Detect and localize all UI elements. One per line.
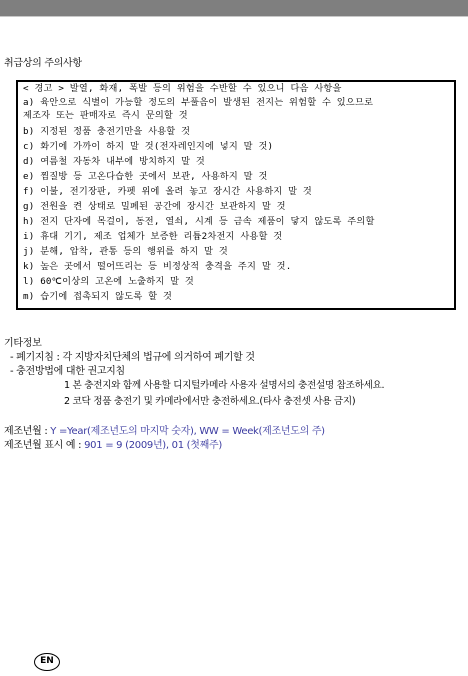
manufacture-date-format <box>4 422 325 437</box>
warning-line: < 경고 > 발열, 화재, 폭발 등의 위험을 수반할 수 있으니 다음 사항을 <box>23 83 342 94</box>
language-badge: EN <box>34 653 60 671</box>
section-title: 취급상의 주의사항 <box>4 58 82 69</box>
warning-line: f) 이불, 전기장판, 카펫 위에 올려 놓고 장시간 사용하지 말 것 <box>23 186 312 197</box>
warning-line: a) 육안으로 식별이 가능할 정도의 부풀음이 발생된 전지는 위험할 수 있으므로 <box>23 97 374 108</box>
warning-line: j) 분해, 압착, 관통 등의 행위를 하지 말 것 <box>23 246 228 257</box>
warning-line: h) 전지 단자에 목걸이, 동전, 열쇠, 시계 등 금속 제품이 닿지 않도록 주의할 <box>23 216 375 227</box>
warning-line: b) 지정된 정품 충전기만을 사용할 것 <box>23 126 191 137</box>
warning-line: e) 찜질방 등 고온다습한 곳에서 보관, 사용하지 말 것 <box>23 171 268 182</box>
warning-line: i) 휴대 기기, 제조 업체가 보증한 리튬2차전지 사용할 것 <box>23 231 283 242</box>
charging-guideline-item: 1 본 충전지와 함께 사용할 디지털카메라 사용자 설명서의 충전설명 참조하세요. <box>64 380 385 391</box>
warning-line: l) 60℃이상의 고온에 노출하지 말 것 <box>23 276 195 287</box>
manufacture-example-label: 제조년월 표시 예 : <box>4 440 82 451</box>
warning-line: c) 화기에 가까이 하지 말 것(전자레인지에 넣지 말 것) <box>23 141 274 152</box>
warning-line: 제조자 또는 판매자로 즉시 문의할 것 <box>23 110 188 121</box>
other-info-title: 기타정보 <box>4 338 42 349</box>
charging-guideline: - 충전방법에 대한 권고지침 <box>10 366 125 377</box>
disposal-guideline: - 폐기지침 : 각 지방자치단체의 법규에 의거하여 폐기할 것 <box>10 352 255 363</box>
warning-line: g) 전원을 켠 상태로 밀폐된 공간에 장시간 보관하지 말 것 <box>23 201 286 212</box>
manufacture-date-value: Y =Year(제조년도의 마지막 숫자), WW = Week(제조년도의 주) <box>50 426 325 437</box>
header-divider <box>0 16 468 17</box>
warning-line: d) 여름철 자동차 내부에 방치하지 말 것 <box>23 156 205 167</box>
warning-box <box>16 80 456 310</box>
manufacture-example-value: 901 = 9 (2009년), 01 (첫째주) <box>84 440 222 451</box>
charging-guideline-item: 2 코닥 정품 충전기 및 카메라에서만 충전하세요.(타사 충전셋 사용 금지) <box>64 396 356 407</box>
manufacture-date-example <box>4 436 222 451</box>
warning-line: k) 높은 곳에서 떨어뜨리는 등 비정상적 충격을 주지 말 것. <box>23 261 292 272</box>
warning-line: m) 습기에 접촉되지 않도록 할 것 <box>23 291 173 302</box>
top-header-bar <box>0 0 468 16</box>
manufacture-date-label: 제조년월 : <box>4 426 48 437</box>
